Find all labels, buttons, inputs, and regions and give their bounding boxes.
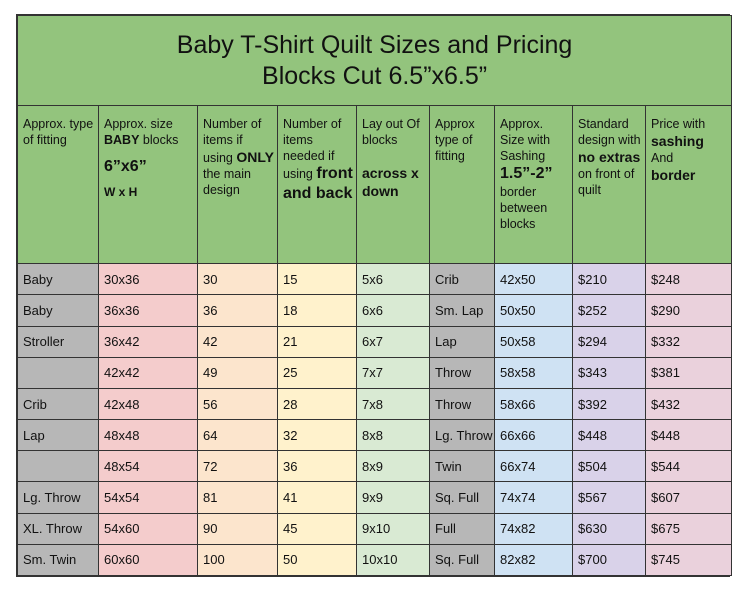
header-baby-size-post: blocks [139,133,179,148]
cell-items-only: 36 [198,295,278,326]
header-baby-size-dims: 6”x6” [104,158,147,176]
table-row [18,544,732,575]
cell-baby-size: 48x54 [99,451,198,482]
cell-baby-size: 42x42 [99,357,198,388]
cell-items-front-back: 50 [278,544,357,575]
cell-items-front-back: 36 [278,451,357,482]
header-sashing-size [495,106,573,264]
cell-items-only: 49 [198,357,278,388]
cell-sashing-size: 74x74 [495,482,573,513]
cell-baby-size: 36x36 [99,295,198,326]
quilt-pricing-table [17,15,732,576]
cell-baby-size: 54x60 [99,513,198,544]
cell-layout: 6x7 [357,326,430,357]
title-row [18,16,732,106]
cell-items-only: 72 [198,451,278,482]
cell-fitting-type: Stroller [18,326,99,357]
header-sashing-pre: Approx. Size with Sashing [500,117,551,164]
header-standard-post: on front of quilt [578,167,635,198]
cell-fitting-type-2: Throw [430,357,495,388]
cell-items-front-back: 32 [278,420,357,451]
header-layout [357,106,430,264]
cell-sashing-price: $290 [646,295,732,326]
cell-items-front-back: 25 [278,357,357,388]
header-items-fb-bold: front and back [283,165,353,203]
header-sashing-post: border between blocks [500,185,548,232]
header-baby-size-pre: Approx. size [104,117,173,132]
cell-items-front-back: 21 [278,326,357,357]
cell-layout: 8x9 [357,451,430,482]
table-row [18,388,732,419]
cell-sashing-price: $544 [646,451,732,482]
cell-fitting-type [18,357,99,388]
cell-standard-price: $630 [573,513,646,544]
table-row [18,482,732,513]
table-row [18,420,732,451]
header-fitting-type-text: Approx. type of fitting [23,117,94,148]
cell-sashing-price: $332 [646,326,732,357]
cell-fitting-type: Lg. Throw [18,482,99,513]
cell-sashing-size: 42x50 [495,264,573,295]
cell-sashing-price: $675 [646,513,732,544]
header-sashing-price [646,106,732,264]
header-fitting-type-2-text: Approx type of fitting [435,117,475,164]
cell-sashing-price: $248 [646,264,732,295]
header-items-only-post: the main design [203,167,251,198]
cell-sashing-price: $745 [646,544,732,575]
cell-standard-price: $210 [573,264,646,295]
cell-baby-size: 42x48 [99,388,198,419]
header-items-only-pre: Number of items if using [203,117,262,166]
title-line-1: Baby T-Shirt Quilt Sizes and Pricing [176,30,573,59]
cell-fitting-type: Sm. Twin [18,544,99,575]
cell-standard-price: $504 [573,451,646,482]
cell-sashing-price: $607 [646,482,732,513]
cell-items-front-back: 45 [278,513,357,544]
cell-sashing-size: 66x66 [495,420,573,451]
cell-layout: 9x9 [357,482,430,513]
cell-sashing-size: 58x58 [495,357,573,388]
cell-fitting-type-2: Lg. Throw [430,420,495,451]
cell-items-only: 42 [198,326,278,357]
cell-sashing-size: 50x50 [495,295,573,326]
cell-fitting-type: XL. Throw [18,513,99,544]
header-price-bold2: border [651,167,696,184]
cell-fitting-type-2: Sm. Lap [430,295,495,326]
table-row [18,513,732,544]
header-standard-pre: Standard design with [578,117,641,148]
header-layout-bold: across x down [362,165,419,200]
header-layout-pre: Lay out Of blocks [362,117,420,148]
header-baby-size [99,106,198,264]
pricing-sheet [16,14,730,577]
header-price-bold1: sashing [651,133,704,150]
cell-sashing-size: 50x58 [495,326,573,357]
title-line-2: Blocks Cut 6.5”x6.5” [262,61,488,90]
cell-fitting-type-2: Sq. Full [430,482,495,513]
header-standard-bold: no extras [578,149,641,166]
cell-baby-size: 48x48 [99,420,198,451]
cell-sashing-price: $432 [646,388,732,419]
table-title [18,16,732,106]
cell-standard-price: $252 [573,295,646,326]
cell-fitting-type-2: Throw [430,388,495,419]
cell-fitting-type-2: Twin [430,451,495,482]
table-row [18,295,732,326]
cell-layout: 8x8 [357,420,430,451]
cell-standard-price: $567 [573,482,646,513]
header-row [18,106,732,264]
header-price-mid: And [651,151,674,166]
cell-fitting-type [18,451,99,482]
cell-standard-price: $700 [573,544,646,575]
cell-items-front-back: 15 [278,264,357,295]
table-row [18,451,732,482]
header-items-only-bold: ONLY [236,149,274,166]
cell-fitting-type: Baby [18,295,99,326]
cell-sashing-size: 66x74 [495,451,573,482]
cell-layout: 7x8 [357,388,430,419]
cell-standard-price: $448 [573,420,646,451]
cell-items-only: 64 [198,420,278,451]
cell-standard-price: $343 [573,357,646,388]
cell-items-only: 56 [198,388,278,419]
cell-baby-size: 60x60 [99,544,198,575]
cell-fitting-type: Crib [18,388,99,419]
cell-sashing-size: 74x82 [495,513,573,544]
cell-fitting-type: Lap [18,420,99,451]
cell-layout: 6x6 [357,295,430,326]
cell-items-front-back: 28 [278,388,357,419]
header-items-only [198,106,278,264]
header-items-front-back [278,106,357,264]
header-fitting-type [18,106,99,264]
cell-items-only: 90 [198,513,278,544]
cell-baby-size: 54x54 [99,482,198,513]
header-fitting-type-2 [430,106,495,264]
header-items-fb-pre: Number of items needed if using [283,117,342,182]
cell-items-only: 81 [198,482,278,513]
cell-standard-price: $294 [573,326,646,357]
header-baby-size-bold: BABY [104,133,140,148]
cell-standard-price: $392 [573,388,646,419]
cell-sashing-price: $381 [646,357,732,388]
cell-layout: 9x10 [357,513,430,544]
cell-layout: 7x7 [357,357,430,388]
cell-fitting-type-2: Sq. Full [430,544,495,575]
cell-items-only: 30 [198,264,278,295]
cell-fitting-type-2: Lap [430,326,495,357]
cell-baby-size: 36x42 [99,326,198,357]
header-price-pre: Price with [651,117,706,132]
cell-fitting-type: Baby [18,264,99,295]
table-row [18,264,732,295]
cell-fitting-type-2: Crib [430,264,495,295]
cell-sashing-size: 82x82 [495,544,573,575]
cell-items-front-back: 41 [278,482,357,513]
header-standard-price [573,106,646,264]
cell-items-front-back: 18 [278,295,357,326]
cell-fitting-type-2: Full [430,513,495,544]
header-baby-size-wxh: W x H [104,185,138,200]
cell-items-only: 100 [198,544,278,575]
cell-layout: 10x10 [357,544,430,575]
cell-sashing-size: 58x66 [495,388,573,419]
cell-layout: 5x6 [357,264,430,295]
table-row [18,357,732,388]
cell-baby-size: 30x36 [99,264,198,295]
header-sashing-bold: 1.5”-2” [500,165,553,183]
table-row [18,326,732,357]
cell-sashing-price: $448 [646,420,732,451]
